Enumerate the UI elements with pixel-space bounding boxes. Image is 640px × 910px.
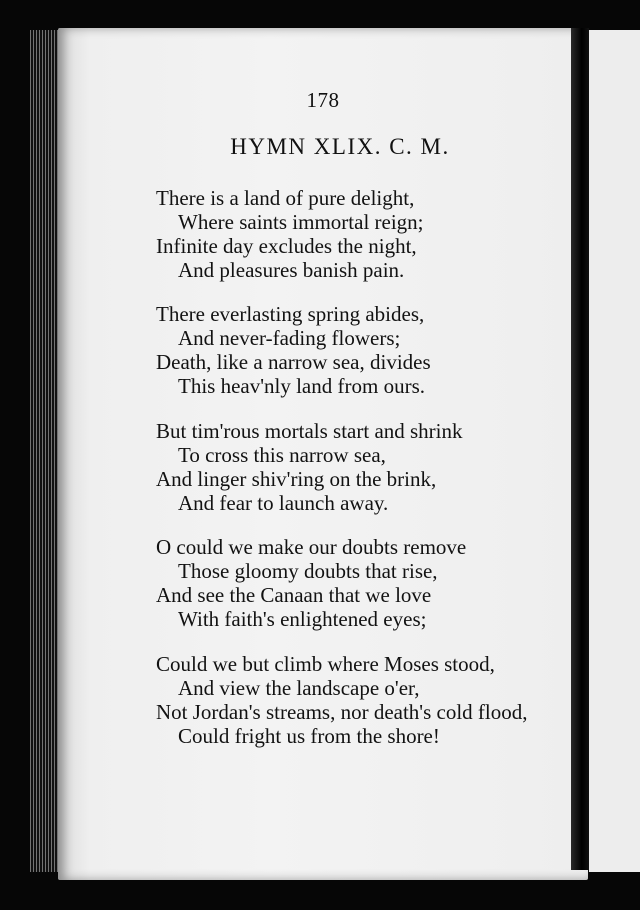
verse-line: And view the landscape o'er,: [178, 676, 420, 700]
book-page: [58, 28, 588, 880]
verse-line: Could we but climb where Moses stood,: [156, 652, 495, 676]
verse-line: Those gloomy doubts that rise,: [178, 559, 438, 583]
verse-line: Death, like a narrow sea, divides: [156, 350, 431, 374]
verse-line: O could we make our doubts remove: [156, 535, 467, 559]
verse-line: This heav'nly land from ours.: [178, 374, 425, 398]
verse-line: And see the Canaan that we love: [156, 583, 432, 607]
verse-line: But tim'rous mortals start and shrink: [156, 419, 463, 443]
stanza-2: [156, 302, 431, 398]
verse-line: There is a land of pure delight,: [156, 186, 415, 210]
verse-line: Could fright us from the shore!: [178, 724, 440, 748]
stanza-3: [156, 419, 463, 515]
book-gutter: [571, 28, 589, 870]
hymn-title: HYMN XLIX. C. M.: [230, 134, 450, 159]
verse-line: And fear to launch away.: [178, 491, 389, 515]
stanza-5: [156, 652, 528, 748]
verse-line: There everlasting spring abides,: [156, 302, 425, 326]
stanza-1: [156, 186, 424, 282]
verse-line: And linger shiv'ring on the brink,: [156, 467, 437, 491]
verse-line: With faith's enlightened eyes;: [178, 607, 427, 631]
facing-page-edge: [589, 30, 640, 872]
page-number: 178: [306, 88, 340, 112]
verse-line: And never-fading flowers;: [178, 326, 401, 350]
verse-line: Not Jordan's streams, nor death's cold flood,: [156, 700, 528, 724]
verse-line: To cross this narrow sea,: [178, 443, 386, 467]
stanza-4: [156, 535, 466, 631]
verse-line: Where saints immortal reign;: [178, 210, 424, 234]
verse-line: And pleasures banish pain.: [178, 258, 405, 282]
verse-line: Infinite day excludes the night,: [156, 234, 417, 258]
